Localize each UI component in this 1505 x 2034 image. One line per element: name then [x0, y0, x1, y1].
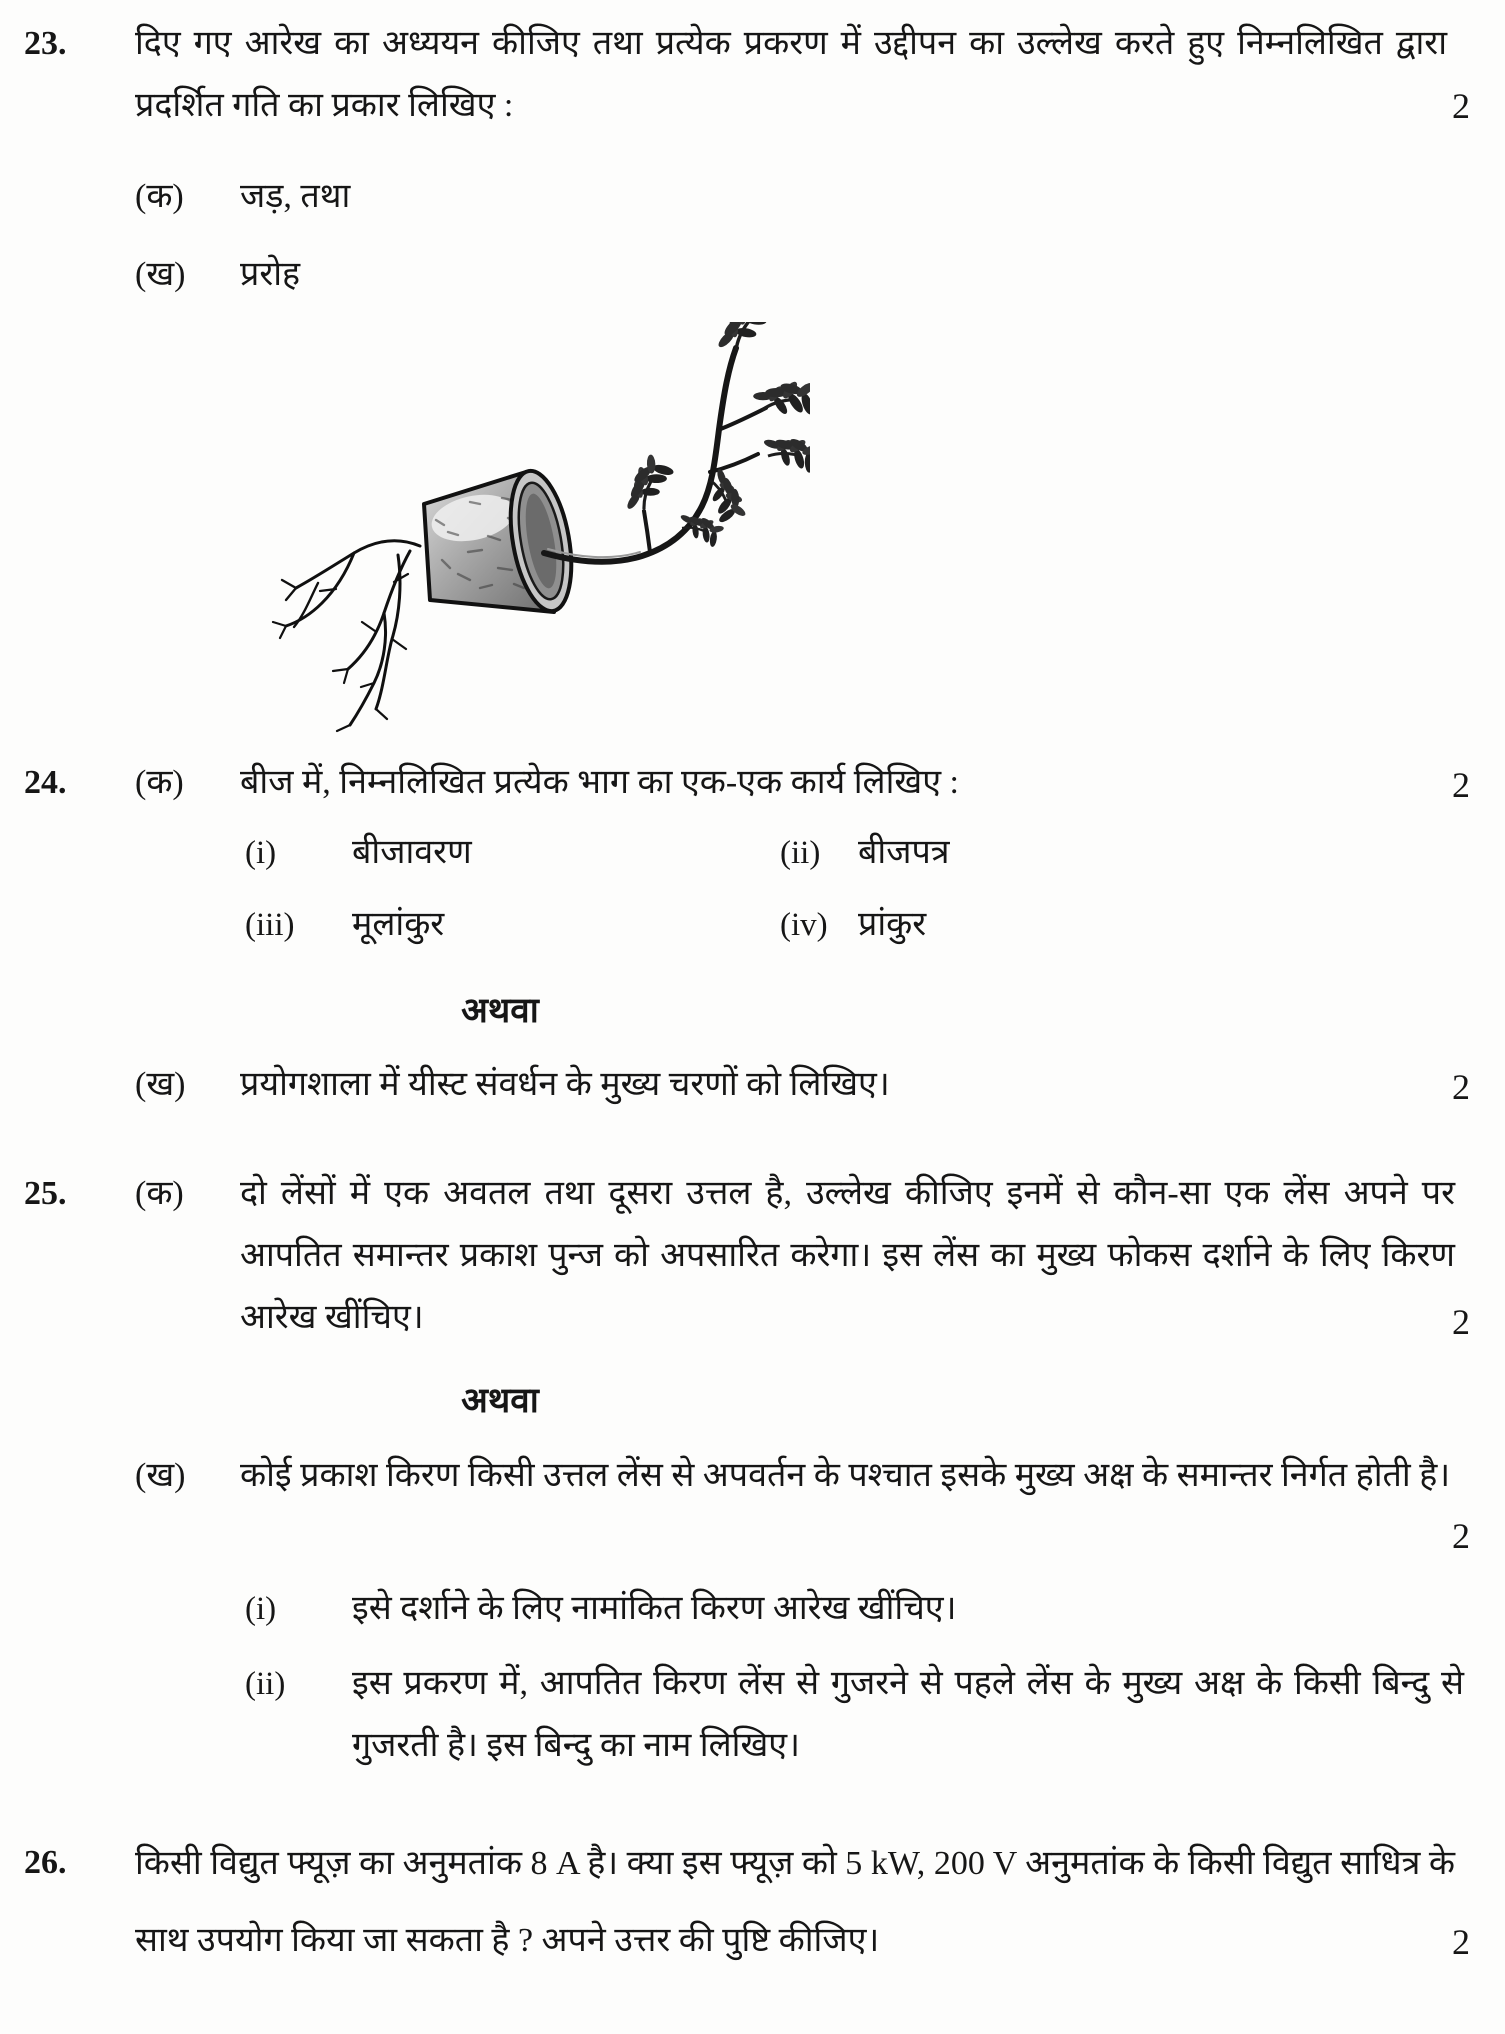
q23-part-a-text: जड़, तथा	[240, 178, 351, 215]
q25-part-a-marks: 2	[1452, 1302, 1470, 1342]
q25-number: 25.	[24, 1175, 67, 1212]
q25-or-separator: अथवा	[461, 1381, 539, 1420]
figure-leaves	[606, 322, 810, 560]
q23-number: 23.	[24, 25, 67, 62]
q24-part-b-marks: 2	[1452, 1067, 1470, 1107]
q24-item-iv-text: प्रांकुर	[858, 906, 927, 943]
q24-part-b-label: (ख)	[135, 1066, 186, 1103]
figure-shoot-stem	[544, 348, 766, 562]
q24-or-separator: अथवा	[461, 991, 539, 1030]
q24-item-iii-label: (iii)	[245, 907, 295, 943]
q26-number: 26.	[24, 1844, 67, 1881]
q24-item-i-text: बीजावरण	[352, 834, 472, 871]
q25-part-b-item-i-text: इसे दर्शाने के लिए नामांकित किरण आरेख खींचिए।	[352, 1590, 957, 1627]
q23-part-a-label: (क)	[135, 178, 184, 215]
q26-text: किसी विद्युत फ्यूज़ का अनुमतांक 8 A है। क्या इस फ्यूज़ को 5 kW, 200 V अनुमतांक के किसी विद्युत साधित्र के साथ उपयोग किया जा सकता है ? अपने उत्तर की पुष्टि कीजिए।	[135, 1845, 1455, 1959]
q23-part-b-text: प्ररोह	[240, 256, 301, 293]
q24-part-a-marks: 2	[1452, 765, 1470, 805]
q25-part-b-item-ii-label: (ii)	[245, 1666, 286, 1702]
q25-part-b-text: कोई प्रकाश किरण किसी उत्तल लेंस से अपवर्तन के पश्चात इसके मुख्य अक्ष के समान्तर निर्गत होती है।	[240, 1457, 1451, 1494]
q24-number: 24.	[24, 764, 67, 801]
q24-item-i-label: (i)	[245, 835, 277, 871]
q24-item-ii-label: (ii)	[780, 835, 821, 871]
q25-part-b-marks: 2	[1452, 1516, 1470, 1556]
q24-part-b-text: प्रयोगशाला में यीस्ट संवर्धन के मुख्य चरणों को लिखिए।	[240, 1066, 890, 1103]
q24-item-iv-label: (iv)	[780, 907, 828, 943]
q23-marks: 2	[1452, 86, 1470, 126]
q25-part-a-text: दो लेंसों में एक अवतल तथा दूसरा उत्तल है, उल्लेख कीजिए इनमें से कौन-सा एक लेंस अपने पर आपतित समान्तर प्रकाश पुन्ज को अपसारित करेगा। इस लेंस का मुख्य फोकस दर्शाने के लिए किरण आरेख खींचिए।	[240, 1175, 1455, 1336]
q25-part-a-label: (क)	[135, 1175, 184, 1212]
q24-item-ii-text: बीजपत्र	[858, 834, 950, 871]
q25-part-b-item-i-label: (i)	[245, 1591, 277, 1627]
q24-part-a-text: बीज में, निम्नलिखित प्रत्येक भाग का एक-एक कार्य लिखिए :	[240, 764, 959, 801]
q25-part-b-item-ii-text: इस प्रकरण में, आपतित किरण लेंस से गुजरने से पहले लेंस के मुख्य अक्ष के किसी बिन्दु से गुजरती है। इस बिन्दु का नाम लिखिए।	[352, 1665, 1464, 1764]
figure-pot	[424, 466, 581, 616]
q23-part-b-label: (ख)	[135, 256, 186, 293]
q26-marks: 2	[1452, 1922, 1470, 1962]
q24-part-a-label: (क)	[135, 764, 184, 801]
figure-tipped-pot-plant	[258, 322, 810, 752]
q23-text: दिए गए आरेख का अध्ययन कीजिए तथा प्रत्येक प्रकरण में उद्दीपन का उल्लेख करते हुए निम्नलिखित द्वारा प्रदर्शित गति का प्रकार लिखिए :	[135, 25, 1447, 124]
q24-item-iii-text: मूलांकुर	[352, 906, 445, 943]
figure-roots	[273, 541, 420, 731]
q25-part-b-label: (ख)	[135, 1457, 186, 1494]
